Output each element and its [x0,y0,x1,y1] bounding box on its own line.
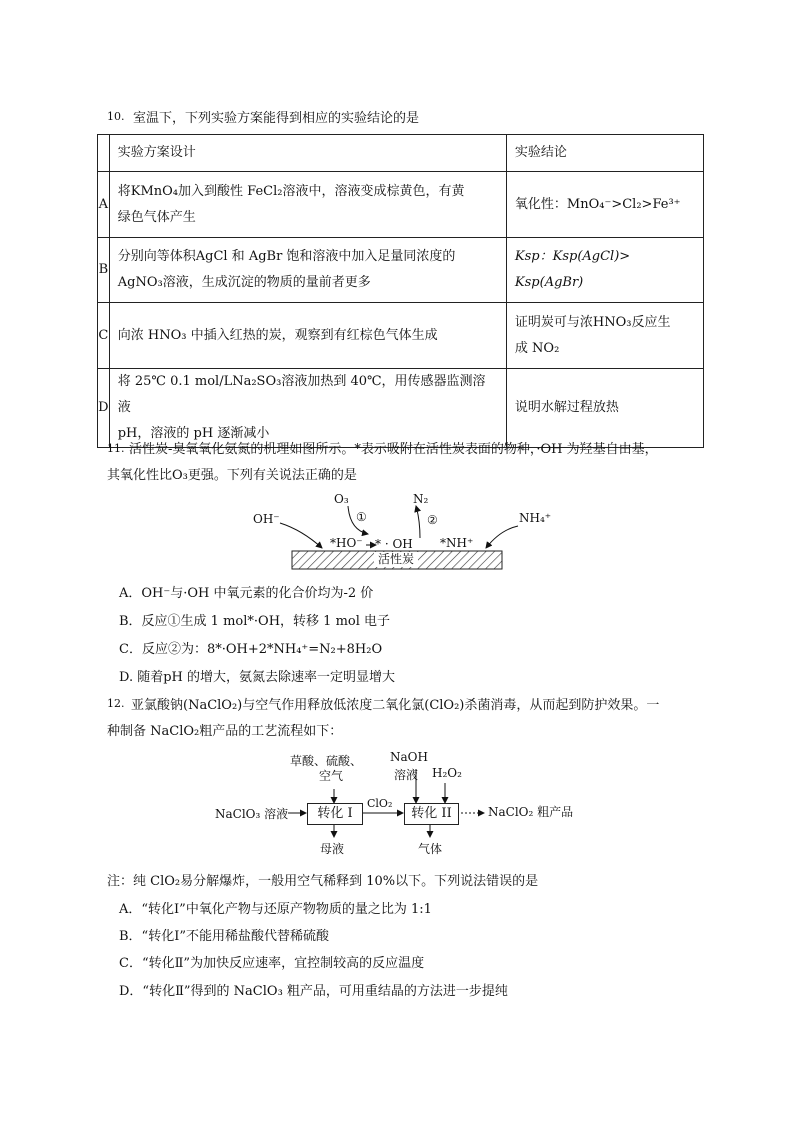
q11-option-c: C．反应②为：8*·OH+2*NH₄⁺=N₂+8H₂O [119,642,383,657]
flow-input: NaClO₃ 溶液 [215,807,289,821]
row-label: A [98,172,110,238]
label-nh4: NH₄⁺ [519,511,552,525]
label-carbon: 活性炭 [374,552,418,567]
table-row [98,238,704,303]
reagent3: H₂O₂ [432,766,462,780]
table-row [98,303,704,369]
design-line: AgNO₃溶液，生成沉淀的物质的量前者更多 [117,275,371,290]
label-n2: N₂ [413,492,429,506]
row-conclusion [506,238,703,303]
conclusion-line: 成 NO₂ [514,340,560,356]
row-label: B [98,238,110,303]
design-line: 分别向等体积AgCl 和 AgBr 饱和溶液中加入足量同浓度的 [117,249,456,264]
conclusion-line: 证明炭可与浓HNO₃反应生 [514,314,671,330]
row-conclusion [506,172,703,238]
flow-out1: 母液 [320,842,345,856]
design-line: pH，溶液的 pH 逐渐减小 [117,426,270,441]
design-line: 绿色气体产生 [117,209,196,225]
design-line: 向浓 HNO₃ 中插入红热的炭，观察到有红棕色气体生成 [117,327,438,343]
q12-stem-line2: 种制备 NaClO₂粗产品的工艺流程如下： [107,724,343,739]
conclusion-line: 说明水解过程放热 [514,400,619,415]
table-header-blank [98,135,110,172]
row-label: D [98,369,110,448]
design-line: 将KMnO₄加入到酸性 FeCl₂溶液中，溶液变成棕黄色，有黄 [117,183,465,199]
q12-note: 注：纯 ClO₂易分解爆炸，一般用空气稀释到 10%以下。下列说法错误的是 [107,874,539,889]
q12-option-c: C．“转化Ⅱ”为加快反应速率，宜控制较高的反应温度 [119,956,425,971]
q11-option-a: A．OH⁻与·OH 中氧元素的化合价均为-2 价 [119,586,374,601]
label-ads-nh: *NH⁺ [440,536,474,550]
label-step2: ② [427,513,438,527]
row-conclusion [506,369,703,448]
row-conclusion [506,303,703,369]
table-row [98,172,704,238]
table-header-design: 实验方案设计 [109,135,506,172]
reagent1-line2: 空气 [319,769,344,783]
reagent2-line2: 溶液 [394,768,419,782]
row-design [109,172,506,238]
flow-mid-label: ClO₂ [367,797,393,810]
arrow-n2 [416,506,420,538]
label-ads-oh: * · OH [375,537,413,551]
reagent2-line1: NaOH [390,750,428,764]
row-design [109,369,506,448]
q10-stem: 室温下，下列实验方案能得到相应的实验结论的是 [133,111,420,126]
q10-number: 10. [107,110,125,123]
flow-out2: 气体 [418,842,443,856]
label-ads-ho: *HO⁻ [330,536,363,550]
flow-box-2: 转化 II [404,803,459,825]
q11-number: 11. [107,442,125,455]
arrow-nh4-adsorb [486,526,518,548]
table-header-row [98,135,704,172]
label-o3: O₃ [334,492,349,506]
conclusion-line: Ksp：Ksp(AgCl)> Ksp(AgBr) [514,249,631,290]
q12-stem-line1: 亚氯酸钠(NaClO₂)与空气作用释放低浓度二氧化氯(ClO₂)杀菌消毒，从而起到防护效果。一 [131,698,660,713]
label-step1: ① [356,510,367,524]
q12-option-b: B．“转化Ⅰ”不能用稀盐酸代替稀硫酸 [119,929,329,944]
design-line: 将 25℃ 0.1 mol/LNa₂SO₃溶液加热到 40℃，用传感器监测溶液 [117,374,486,415]
q11-stem-line1: 活性炭-臭氧氧化氨氮的机理如图所示。*表示吸附在活性炭表面的物种，·OH 为羟基自由基， [129,442,658,457]
table-row [98,369,704,448]
arrow-oh-adsorb [280,523,322,548]
q12-option-d: D．“转化Ⅱ”得到的 NaClO₃ 粗产品，可用重结晶的方法进一步提纯 [119,984,508,999]
label-oh-minus: OH⁻ [253,512,280,526]
q12-option-a: A．“转化Ⅰ”中氧化产物与还原产物物质的量之比为 1:1 [119,902,432,917]
row-design [109,303,506,369]
q11-option-d: D. 随着pH 的增大，氨氮去除速率一定明显增大 [119,670,396,685]
q10-table [97,134,704,448]
q11-option-b: B．反应①生成 1 mol*·OH，转移 1 mol 电子 [119,614,391,629]
flow-output: NaClO₂ 粗产品 [488,805,574,819]
reagent1-line1: 草酸、硫酸、 [290,754,363,768]
q12-number: 12. [107,697,125,710]
q11-stem-line2: 其氧化性比O₃更强。下列有关说法正确的是 [107,468,357,483]
flow-box-1: 转化 I [307,803,363,825]
row-label: C [98,303,110,369]
row-design [109,238,506,303]
table-header-conclusion: 实验结论 [506,135,703,172]
conclusion-line: 氧化性：MnO₄⁻>Cl₂>Fe³⁺ [514,196,681,212]
